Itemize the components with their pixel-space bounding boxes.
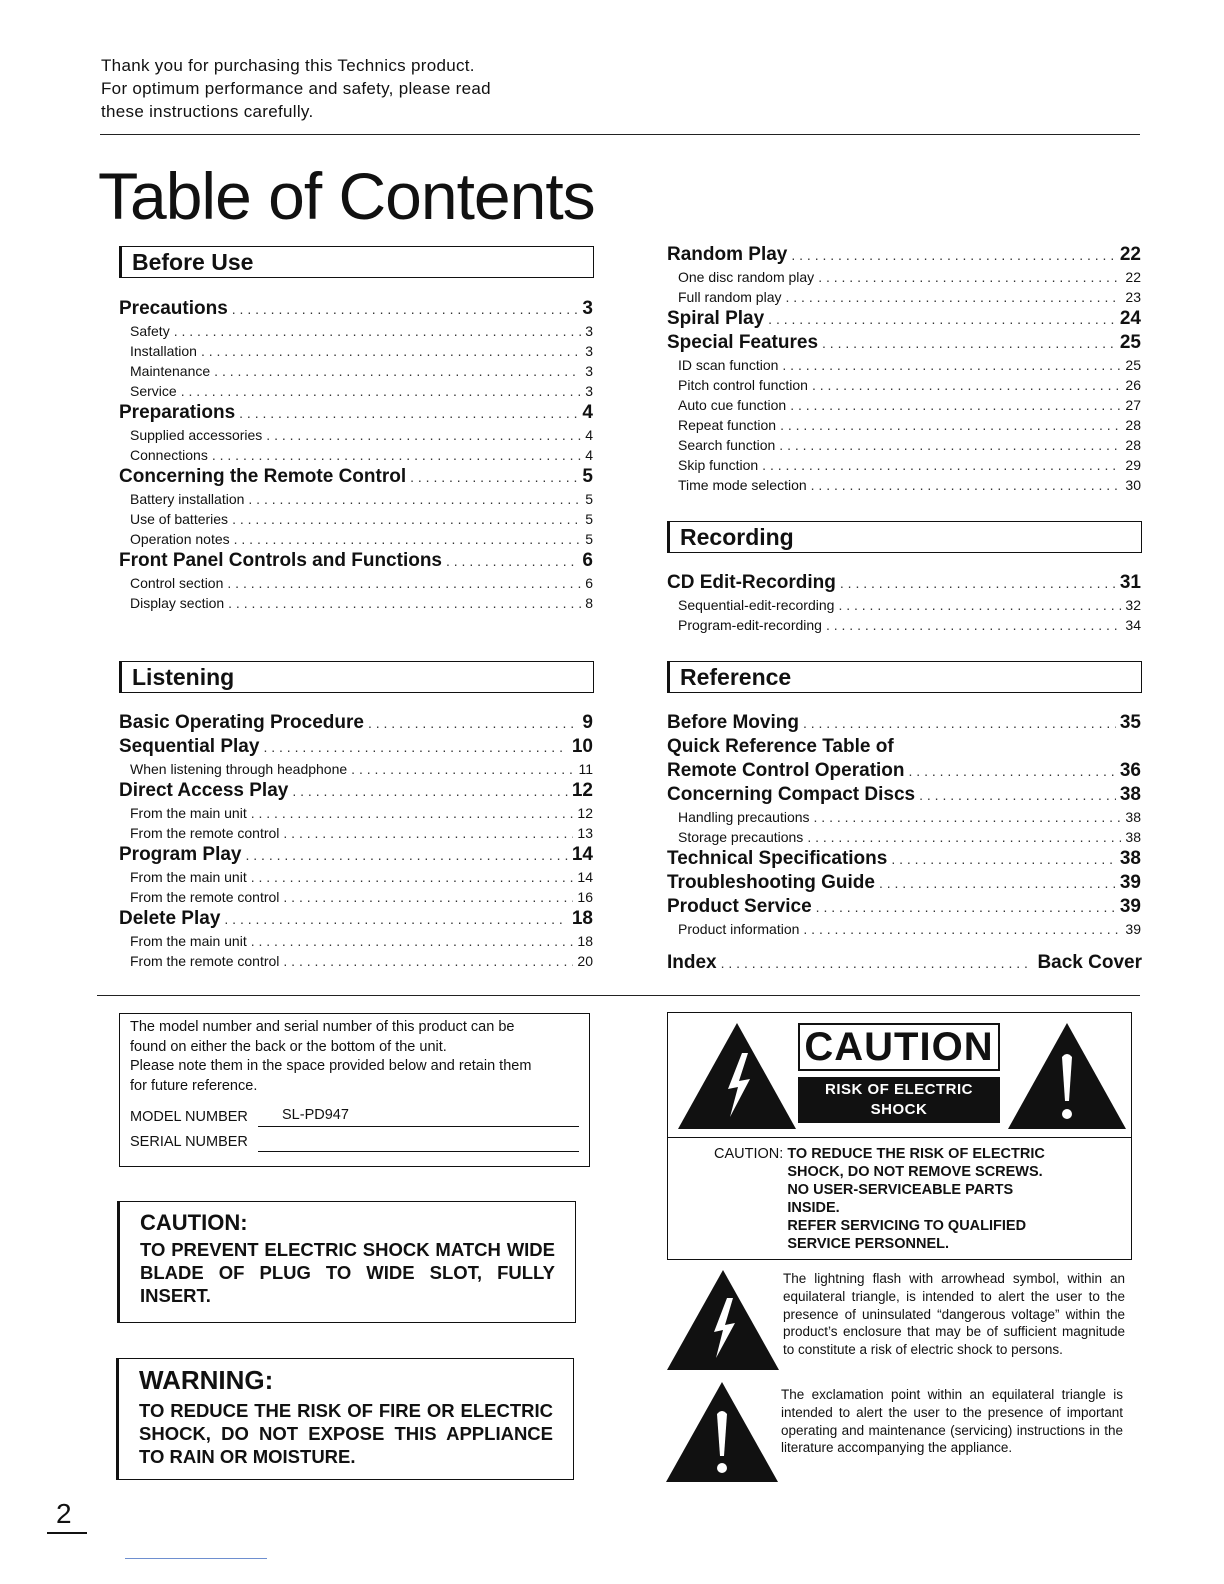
toc-entry-page: 34: [1125, 617, 1141, 633]
leader-dots: [246, 843, 568, 867]
leader-dots: [826, 615, 1121, 635]
toc-entry-major: [119, 779, 593, 803]
toc-entry-label: From the remote control: [130, 825, 280, 841]
toc-entry-minor: [667, 455, 1141, 475]
page-number-underline: [47, 1532, 87, 1534]
toc-entry-page: 20: [577, 953, 593, 969]
plug-caution-title: CAUTION:: [140, 1210, 248, 1235]
serial-number-value: [258, 1131, 579, 1152]
toc-entry-label: Supplied accessories: [130, 427, 263, 443]
leader-dots: [251, 803, 574, 823]
toc-entry-minor: [119, 321, 593, 341]
toc-entry-label: Battery installation: [130, 491, 245, 507]
toc-entry-page: 3: [585, 343, 593, 359]
toc-entry-label: Program Play: [119, 844, 242, 865]
lightning-symbol-text: The lightning flash with arrowhead symbol, within an equilateral triangle, is intended to alert the user to the presence of uninsulated “dangerous voltage” within the product’s enclosure that may be of sufficient magnitude to constitute a risk of electric shock to persons.: [783, 1271, 1125, 1358]
toc-entry-page: 28: [1125, 437, 1141, 453]
section-playback-features: [667, 243, 1141, 495]
toc-entry-label: Auto cue function: [678, 397, 787, 413]
toc-entry-minor: [667, 287, 1141, 307]
toc-entry-minor: [667, 475, 1141, 495]
toc-entry-page: 6: [582, 550, 593, 571]
lightning-symbol-icon: [665, 1268, 781, 1372]
toc-entry-label: Program-edit-recording: [678, 617, 822, 633]
model-number-row: [130, 1106, 579, 1127]
toc-entry-page: 32: [1125, 597, 1141, 613]
toc-entry-minor: [667, 919, 1141, 939]
toc-entry-minor: [119, 931, 593, 951]
toc-entry-page: 3: [585, 363, 593, 379]
toc-entry-major: [667, 711, 1141, 735]
section-divider: [97, 995, 1140, 996]
leader-dots: [818, 267, 1121, 287]
toc-entry-major: [119, 843, 593, 867]
toc-entry-minor: [119, 529, 593, 549]
toc-entry-minor: [119, 445, 593, 465]
toc-entry-label: Safety: [130, 323, 170, 339]
toc-entry-minor: [119, 425, 593, 445]
toc-entry-page: 14: [577, 869, 593, 885]
toc-entry-page: 5: [582, 466, 593, 487]
serial-number-label: SERIAL NUMBER: [130, 1133, 248, 1150]
toc-entry-label: Index: [667, 952, 717, 973]
model-number-box: [119, 1013, 590, 1167]
toc-entry-minor: [667, 595, 1141, 615]
toc-entry-page: 38: [1119, 784, 1141, 805]
toc-entry-label: Sequential-edit-recording: [678, 597, 835, 613]
toc-entry-label: Technical Specifications: [667, 848, 888, 869]
toc-entry-label: Control section: [130, 575, 224, 591]
leader-dots: [234, 529, 582, 549]
toc-entry-page: 25: [1119, 332, 1141, 353]
intro-text: [101, 54, 621, 123]
section-before-use: [119, 246, 594, 613]
caution-label-panel: [667, 1012, 1132, 1260]
toc-entry-label: Operation notes: [130, 531, 230, 547]
toc-entry-major: [667, 307, 1141, 331]
warning-title: WARNING:: [139, 1365, 274, 1395]
toc-entry-label: Full random play: [678, 289, 782, 305]
toc-entry-major: [119, 907, 593, 931]
toc-entry-label: Concerning the Remote Control: [119, 466, 407, 487]
toc-entry-label: Display section: [130, 595, 225, 611]
section-reference: [667, 661, 1142, 975]
toc-entry-page: 6: [585, 575, 593, 591]
toc-entry-page: 5: [585, 531, 593, 547]
toc-entry-label: Storage precautions: [678, 829, 804, 845]
toc-entry-major: [119, 401, 593, 425]
footer-rule: [125, 1558, 267, 1559]
warning-box: [116, 1358, 574, 1480]
section-heading-listening: Listening: [119, 661, 594, 693]
exclamation-triangle-icon: [1006, 1021, 1128, 1131]
toc-entry-major: [119, 711, 593, 735]
risk-line-1: RISK OF ELECTRIC SHOCK: [824, 1081, 973, 1118]
toc-entry-page: 38: [1119, 848, 1141, 869]
toc-entry-label: Use of batteries: [130, 511, 229, 527]
toc-entry-page: 3: [585, 323, 593, 339]
intro-line-3: these instructions carefully.: [101, 102, 314, 121]
toc-entry-label: Repeat function: [678, 417, 777, 433]
leader-dots: [224, 907, 567, 931]
leader-dots: [201, 341, 581, 361]
toc-entry-label: Preparations: [119, 402, 236, 423]
section-listening: [119, 661, 594, 971]
toc-entry-label: From the main unit: [130, 933, 247, 949]
toc-entry-page: 4: [585, 447, 593, 463]
caution-panel-body: [787, 1145, 1067, 1253]
leader-dots: [816, 895, 1116, 919]
toc-entry-minor: [119, 381, 593, 401]
model-note-line-1: The model number and serial number of this product can be: [130, 1019, 515, 1035]
toc-entry-page: 28: [1125, 417, 1141, 433]
toc-entry-minor: [667, 615, 1141, 635]
leader-dots: [807, 827, 1121, 847]
toc-entry-label: Service: [130, 383, 177, 399]
toc-entry-label: Handling precautions: [678, 809, 810, 825]
toc-entry-label: Random Play: [667, 244, 788, 265]
leader-dots: [779, 435, 1121, 455]
risk-of-shock-banner: [798, 1077, 1000, 1138]
exclamation-symbol-icon: [664, 1380, 780, 1484]
leader-dots: [263, 735, 567, 759]
toc-entry-minor: [667, 827, 1141, 847]
toc-entry-page: 27: [1125, 397, 1141, 413]
toc-entry-page: 12: [577, 805, 593, 821]
toc-entry-index: [667, 951, 1142, 975]
intro-divider: [100, 134, 1140, 135]
toc-entry-page: 9: [582, 712, 593, 733]
leader-dots: [351, 759, 574, 779]
toc-entry-label: Precautions: [119, 298, 228, 319]
caution-panel-prefix: CAUTION:: [714, 1146, 784, 1162]
toc-list-listening: [119, 711, 593, 971]
leader-dots: [214, 361, 581, 381]
toc-entry-label: Connections: [130, 447, 208, 463]
toc-list-reference: [667, 711, 1141, 939]
toc-entry-page: 10: [571, 736, 593, 757]
toc-entry-major: [667, 759, 1141, 783]
toc-entry-label: From the remote control: [130, 953, 280, 969]
leader-dots: [292, 779, 568, 803]
toc-entry-minor: [119, 573, 593, 593]
page-title: Table of Contents: [98, 159, 595, 233]
toc-entry-major: [119, 465, 593, 489]
leader-dots: [410, 465, 578, 489]
toc-entry-label: CD Edit-Recording: [667, 572, 836, 593]
plug-caution-box: [117, 1201, 576, 1323]
toc-entry-page: 18: [571, 908, 593, 929]
toc-entry-page: 36: [1119, 760, 1141, 781]
model-note-line-3: Please note them in the space provided below and retain them: [130, 1058, 532, 1074]
toc-entry-page: 5: [585, 511, 593, 527]
toc-entry-minor: [119, 867, 593, 887]
leader-dots: [791, 243, 1115, 267]
leader-dots: [368, 711, 578, 735]
toc-entry-major: [667, 847, 1141, 871]
caution-label: [798, 1023, 1000, 1138]
toc-entry-page: 13: [577, 825, 593, 841]
lightning-triangle-icon: [676, 1021, 798, 1131]
toc-entry-page: 25: [1125, 357, 1141, 373]
toc-entry-minor: [119, 509, 593, 529]
toc-entry-page: 3: [582, 298, 593, 319]
toc-entry-label: Skip function: [678, 457, 759, 473]
toc-entry-label: One disc random play: [678, 269, 815, 285]
leader-dots: [227, 573, 581, 593]
leader-dots: [721, 951, 1034, 975]
leader-dots: [232, 297, 579, 321]
leader-dots: [812, 375, 1121, 395]
toc-entry-label: From the main unit: [130, 805, 247, 821]
toc-entry-page: 5: [585, 491, 593, 507]
leader-dots: [822, 331, 1116, 355]
toc-entry-minor: [667, 395, 1141, 415]
toc-entry-page: 29: [1125, 457, 1141, 473]
toc-entry-heading: Quick Reference Table of: [667, 736, 894, 757]
leader-dots: [909, 759, 1116, 783]
toc-entry-label: ID scan function: [678, 357, 779, 373]
toc-entry-page: 38: [1125, 829, 1141, 845]
leader-dots: [251, 931, 574, 951]
toc-entry-major: [667, 783, 1141, 807]
toc-entry-minor: [667, 807, 1141, 827]
toc-entry-label: Before Moving: [667, 712, 799, 733]
toc-entry-minor: [667, 415, 1141, 435]
toc-entry-page: 23: [1125, 289, 1141, 305]
toc-entry-minor: [119, 759, 593, 779]
leader-dots: [786, 287, 1122, 307]
toc-entry-label: Maintenance: [130, 363, 211, 379]
toc-entry-minor: [667, 435, 1141, 455]
toc-entry-page: 22: [1119, 244, 1141, 265]
toc-entry-minor: [667, 355, 1141, 375]
model-number-label: MODEL NUMBER: [130, 1108, 248, 1125]
leader-dots: [232, 509, 581, 529]
toc-entry-minor: [667, 267, 1141, 287]
leader-dots: [814, 807, 1122, 827]
toc-entry-minor: [667, 375, 1141, 395]
leader-dots: [283, 823, 573, 843]
model-note-line-2: found on either the back or the bottom of the unit.: [130, 1038, 447, 1055]
toc-entry-label: Product information: [678, 921, 800, 937]
leader-dots: [780, 415, 1121, 435]
toc-entry-minor: [119, 823, 593, 843]
serial-number-row: [130, 1131, 579, 1152]
leader-dots: [251, 867, 574, 887]
caution-panel-text: [714, 1145, 1067, 1253]
toc-entry-major: [119, 735, 593, 759]
toc-entry-page: 24: [1119, 308, 1141, 329]
toc-entry-page: 39: [1119, 896, 1141, 917]
toc-entry-page: 4: [585, 427, 593, 443]
leader-dots: [768, 307, 1116, 331]
toc-entry-page: Back Cover: [1037, 952, 1142, 973]
leader-dots: [811, 475, 1122, 495]
leader-dots: [228, 593, 581, 613]
toc-entry-minor: [119, 341, 593, 361]
toc-entry-major: [119, 549, 593, 573]
toc-entry-minor: [119, 803, 593, 823]
toc-entry-page: 31: [1119, 572, 1141, 593]
plug-caution-text: TO PREVENT ELECTRIC SHOCK MATCH WIDE BLADE OF PLUG TO WIDE SLOT, FULLY INSERT.: [140, 1239, 555, 1306]
toc-entry-page: 26: [1125, 377, 1141, 393]
leader-dots: [266, 425, 581, 445]
leader-dots: [762, 455, 1121, 475]
leader-dots: [838, 595, 1121, 615]
caution-panel-line: NO USER-SERVICEABLE PARTS: [787, 1182, 1014, 1198]
caution-panel-line: INSIDE.: [787, 1200, 840, 1216]
leader-dots: [239, 401, 578, 425]
leader-dots: [840, 571, 1116, 595]
toc-entry-label: From the main unit: [130, 869, 247, 885]
toc-entry-minor: [119, 951, 593, 971]
toc-entry-page: 4: [582, 402, 593, 423]
toc-entry-page: 16: [577, 889, 593, 905]
toc-entry-page: 18: [577, 933, 593, 949]
leader-dots: [283, 951, 573, 971]
toc-entry-major: [667, 871, 1141, 895]
toc-entry-label: When listening through headphone: [130, 761, 348, 777]
toc-entry-label: Special Features: [667, 332, 819, 353]
leader-dots: [283, 887, 573, 907]
caution-panel-line: REFER SERVICING TO QUALIFIED: [787, 1218, 1027, 1234]
toc-entry-label: Direct Access Play: [119, 780, 289, 801]
toc-entry-major: [667, 895, 1141, 919]
toc-entry-minor: [119, 489, 593, 509]
caution-panel-line: TO REDUCE THE RISK OF ELECTRIC: [787, 1146, 1045, 1162]
toc-entry-page: 3: [585, 383, 593, 399]
model-number-value: SL-PD947: [258, 1106, 579, 1127]
toc-entry-label: Front Panel Controls and Functions: [119, 550, 442, 571]
intro-line-1: Thank you for purchasing this Technics product.: [101, 56, 475, 75]
toc-entry-label: Spiral Play: [667, 308, 765, 329]
leader-dots: [919, 783, 1116, 807]
section-heading-before-use: Before Use: [119, 246, 594, 278]
toc-list-before-use: [119, 297, 593, 613]
toc-entry-minor: [119, 361, 593, 381]
leader-dots: [782, 355, 1121, 375]
caution-label-graphic: [668, 1013, 1131, 1138]
toc-entry-major: [667, 571, 1141, 595]
leader-dots: [212, 445, 581, 465]
toc-entry-page: 35: [1119, 712, 1141, 733]
section-recording: [667, 521, 1142, 635]
toc-entry-minor: [119, 887, 593, 907]
toc-entry-label: Delete Play: [119, 908, 221, 929]
toc-entry-label: Time mode selection: [678, 477, 807, 493]
warning-text: TO REDUCE THE RISK OF FIRE OR ELECTRIC SHOCK, DO NOT EXPOSE THIS APPLIANCE TO RAIN OR MOISTURE.: [139, 1400, 553, 1467]
section-heading-recording: Recording: [667, 521, 1142, 553]
toc-entry-label: Pitch control function: [678, 377, 808, 393]
toc-entry-label: Troubleshooting Guide: [667, 872, 875, 893]
leader-dots: [181, 381, 582, 401]
toc-entry-page: 39: [1125, 921, 1141, 937]
toc-entry-label: Basic Operating Procedure: [119, 712, 364, 733]
leader-dots: [248, 489, 581, 509]
toc-list-recording: [667, 571, 1141, 635]
section-heading-reference: Reference: [667, 661, 1142, 693]
toc-entry-page: 11: [578, 761, 593, 777]
leader-dots: [446, 549, 578, 573]
toc-entry-page: 38: [1125, 809, 1141, 825]
model-note-line-4: for future reference.: [130, 1077, 258, 1094]
toc-entry-label: From the remote control: [130, 889, 280, 905]
caution-panel-line: SHOCK, DO NOT REMOVE SCREWS.: [787, 1164, 1043, 1180]
intro-line-2: For optimum performance and safety, please read: [101, 79, 491, 98]
toc-entry-major: [119, 297, 593, 321]
exclamation-symbol-text: The exclamation point within an equilateral triangle is intended to alert the user to the presence of important operating and maintenance (servicing) instructions in the literature accompanying the appliance.: [781, 1387, 1123, 1456]
toc-entry-page: 12: [571, 780, 593, 801]
leader-dots: [891, 847, 1116, 871]
page-number: 2: [56, 1498, 72, 1529]
leader-dots: [790, 395, 1121, 415]
caution-panel-line: SERVICE PERSONNEL.: [787, 1236, 950, 1252]
toc-entry-label: Search function: [678, 437, 776, 453]
toc-list-playback: [667, 243, 1141, 495]
toc-entry-major: [667, 331, 1141, 355]
toc-entry-label: Concerning Compact Discs: [667, 784, 916, 805]
toc-entry-minor: [119, 593, 593, 613]
leader-dots: [803, 919, 1121, 939]
toc-entry-page: 39: [1119, 872, 1141, 893]
toc-entry-page: 14: [571, 844, 593, 865]
leader-dots: [879, 871, 1116, 895]
toc-entry-label: Sequential Play: [119, 736, 260, 757]
toc-entry-page: 22: [1125, 269, 1141, 285]
toc-entry-label: Installation: [130, 343, 197, 359]
leader-dots: [803, 711, 1116, 735]
leader-dots: [174, 321, 582, 341]
toc-entry-label: Remote Control Operation: [667, 760, 905, 781]
risk-line-2: DO NOT OPEN: [843, 1121, 955, 1138]
toc-entry-major: [667, 243, 1141, 267]
toc-entry-page: 30: [1125, 477, 1141, 493]
toc-entry-label: Product Service: [667, 896, 812, 917]
caution-label-title: CAUTION: [798, 1023, 1000, 1071]
toc-entry-page: 8: [585, 595, 593, 611]
